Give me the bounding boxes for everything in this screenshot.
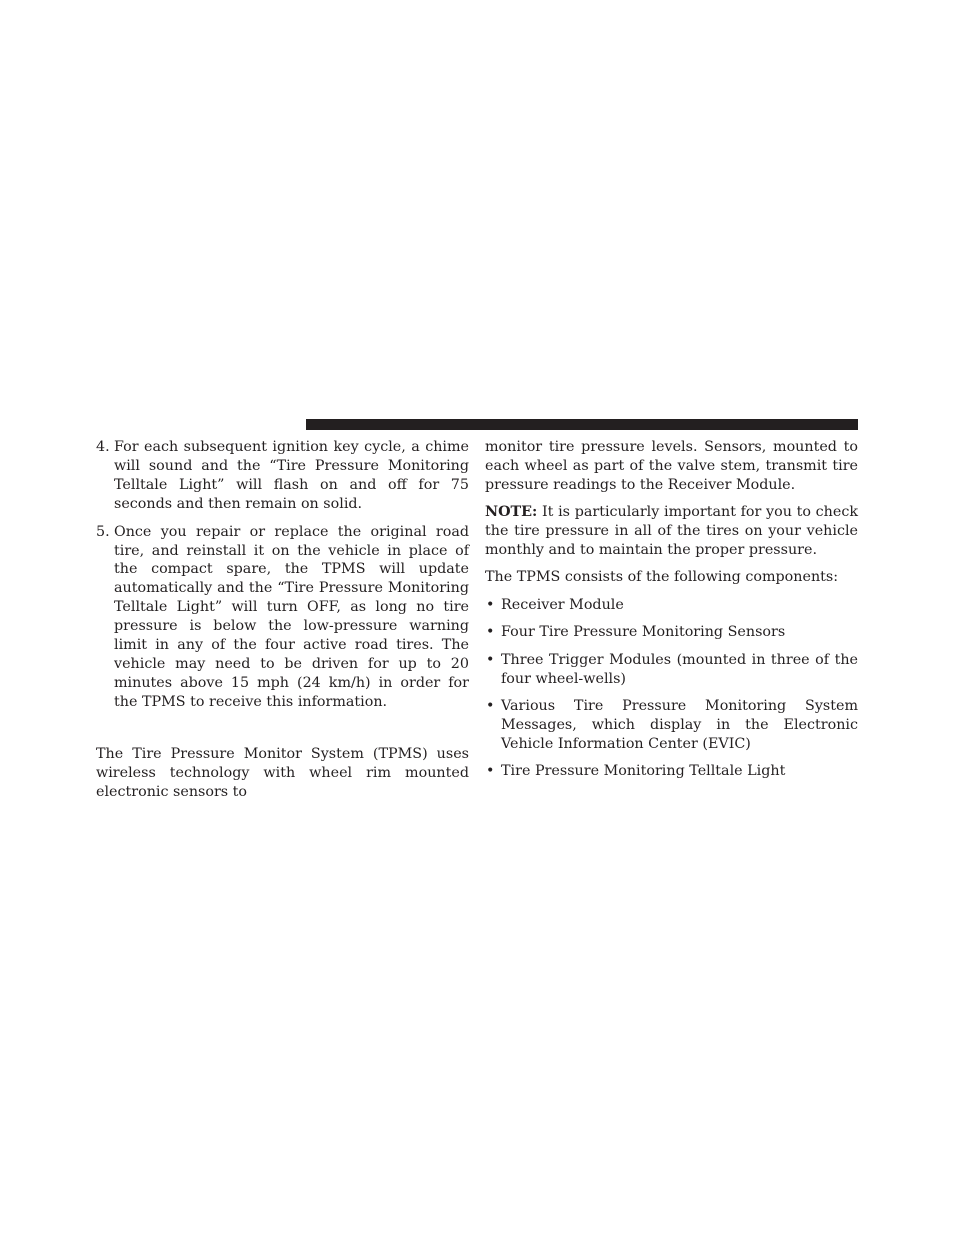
components-list bbox=[485, 596, 858, 781]
numbered-steps bbox=[96, 438, 469, 712]
bullet-icon: • bbox=[486, 763, 495, 780]
list-item bbox=[485, 762, 858, 781]
list-item bbox=[485, 596, 858, 615]
right-column bbox=[485, 438, 858, 790]
step-text: Once you repair or replace the original road tire, and reinstall it on the vehicle in place of the compact spare, the TPMS will update automatically and the “Tire Pressure Monitoring Telltale Light” will turn OFF, as long no tire pressure is below the low-pressure warning limit in any of the four active road tires. The vehicle may need to be driven for up to 20 minutes above 15 mph (24 km/h) in order for the TPMS to receive this information. bbox=[114, 523, 469, 710]
list-item-text: Four Tire Pressure Monitoring Sensors bbox=[501, 624, 786, 641]
components-intro: The TPMS consists of the following components: bbox=[485, 569, 839, 586]
continuation-paragraph: monitor tire pressure levels. Sensors, mounted to each wheel as part of the valve stem, transmit tire pressure readings to the Receiver Module. bbox=[485, 439, 858, 493]
list-item-text: Various Tire Pressure Monitoring System Messages, which display in the Electronic Vehicle Information Center (EVIC) bbox=[501, 697, 858, 752]
note-text: It is particularly important for you to check the tire pressure in all of the tires on your vehicle monthly and to maintain the proper pressure. bbox=[485, 504, 858, 559]
list-item bbox=[485, 697, 858, 754]
bullet-icon: • bbox=[486, 596, 495, 613]
list-item bbox=[485, 623, 858, 642]
step-item bbox=[96, 438, 469, 514]
bullet-icon: • bbox=[486, 697, 495, 714]
left-column bbox=[96, 438, 469, 801]
step-item bbox=[96, 523, 469, 712]
note-paragraph bbox=[485, 503, 858, 560]
list-item-text: Three Trigger Modules (mounted in three of the four wheel-wells) bbox=[501, 651, 858, 687]
note-label: NOTE: bbox=[485, 504, 538, 521]
step-number: 4. bbox=[96, 439, 110, 455]
tpms-intro-paragraph: The Tire Pressure Monitor System (TPMS) uses wireless technology with wheel rim mounted electronic sensors to bbox=[96, 745, 469, 800]
bullet-icon: • bbox=[486, 624, 495, 641]
section-header-bar bbox=[306, 419, 858, 430]
list-item-text: Receiver Module bbox=[501, 596, 624, 613]
bullet-icon: • bbox=[486, 651, 495, 668]
step-text: For each subsequent ignition key cycle, a chime will sound and the “Tire Pressure Monitoring Telltale Light” will flash on and off for 75 seconds and then remain on solid. bbox=[114, 439, 469, 512]
list-item-text: Tire Pressure Monitoring Telltale Light bbox=[501, 763, 786, 780]
step-number: 5. bbox=[96, 523, 110, 540]
list-item bbox=[485, 651, 858, 689]
